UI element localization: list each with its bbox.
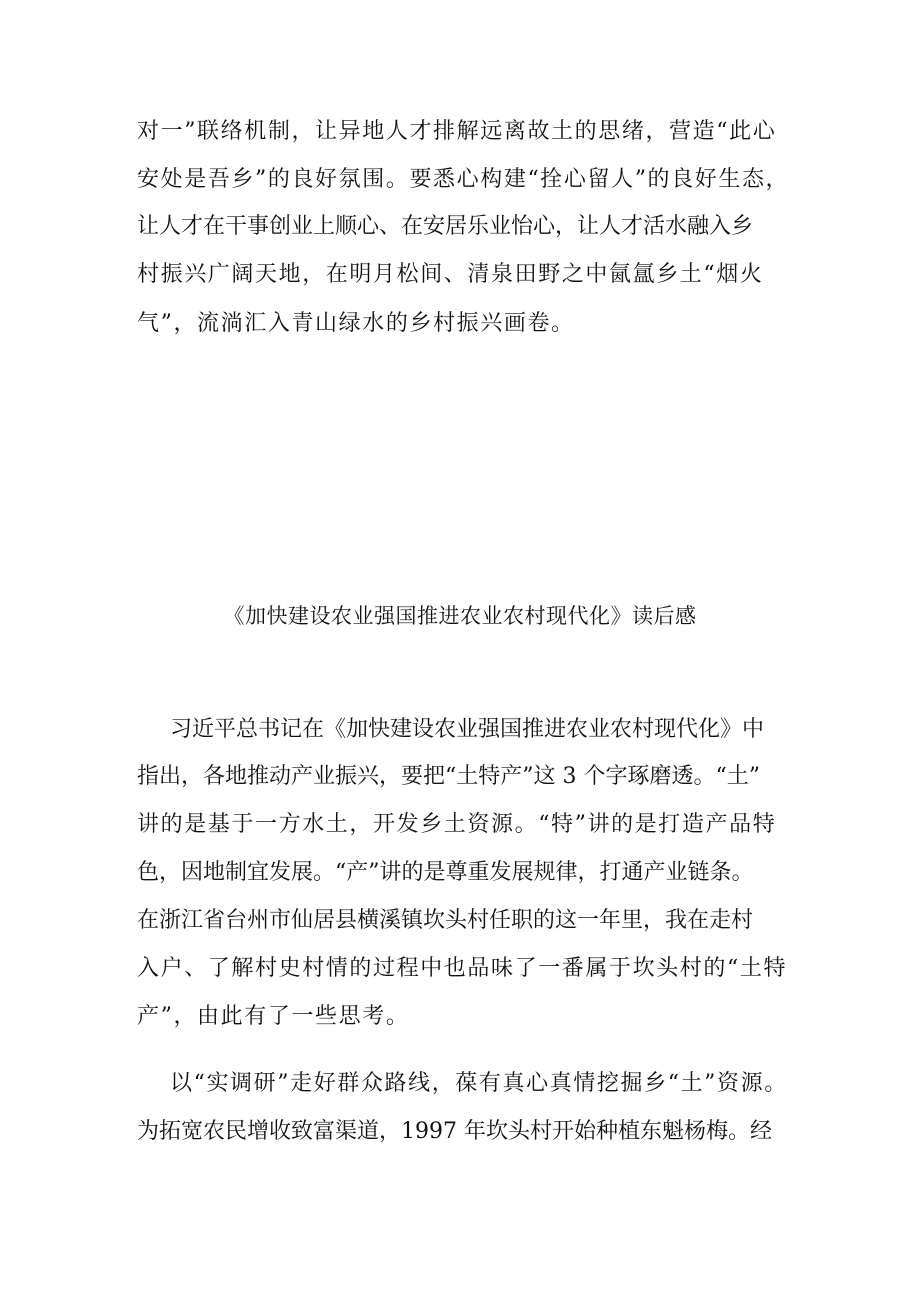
paragraph-line: 村振兴广阔天地，在明月松间、清泉田野之中氤氲乡土“烟火 xyxy=(137,262,764,287)
paragraph-line: 在浙江省台州市仙居县横溪镇坎头村任职的这一年里，我在走村 xyxy=(137,908,754,933)
paragraph-line: 以“实调研”走好群众路线，葆有真心真情挖掘乡“土”资源。 xyxy=(170,1071,788,1096)
paragraph-line: 安处是吾乡”的良好氛围。要悉心构建“拴心留人”的良好生态， xyxy=(137,167,790,192)
paragraph-line: 对一”联络机制，让异地人才排解远离故土的思绪，营造“此心 xyxy=(137,119,777,144)
paragraph-line: 为拓宽农民增收致富渠道，1997 年坎头村开始种植东魁杨梅。经 xyxy=(137,1119,772,1144)
article-title: 《加快建设农业强国推进农业农村现代化》读后感 xyxy=(223,604,697,628)
paragraph-line: 让人才在干事创业上顺心、在安居乐业怡心，让人才活水融入乡 xyxy=(137,214,754,239)
paragraph-line: 习近平总书记在《加快建设农业强国推进农业农村现代化》中 xyxy=(170,717,765,742)
paragraph-line: 色，因地制宜发展。“产”讲的是尊重发展规律，打通产业链条。 xyxy=(137,860,754,885)
paragraph-line: 讲的是基于一方水土，开发乡土资源。“特”讲的是打造产品特 xyxy=(137,812,777,837)
paragraph-line: 指出，各地推动产业振兴，要把“土特产”这 3 个字琢磨透。“土” xyxy=(137,764,760,789)
paragraph-line: 入户、了解村史村情的过程中也品味了一番属于坎头村的“土特 xyxy=(137,956,788,981)
paragraph-line: 产”，由此有了一些思考。 xyxy=(137,1004,410,1029)
paragraph-line: 气”，流淌汇入青山绿水的乡村振兴画卷。 xyxy=(137,311,575,336)
